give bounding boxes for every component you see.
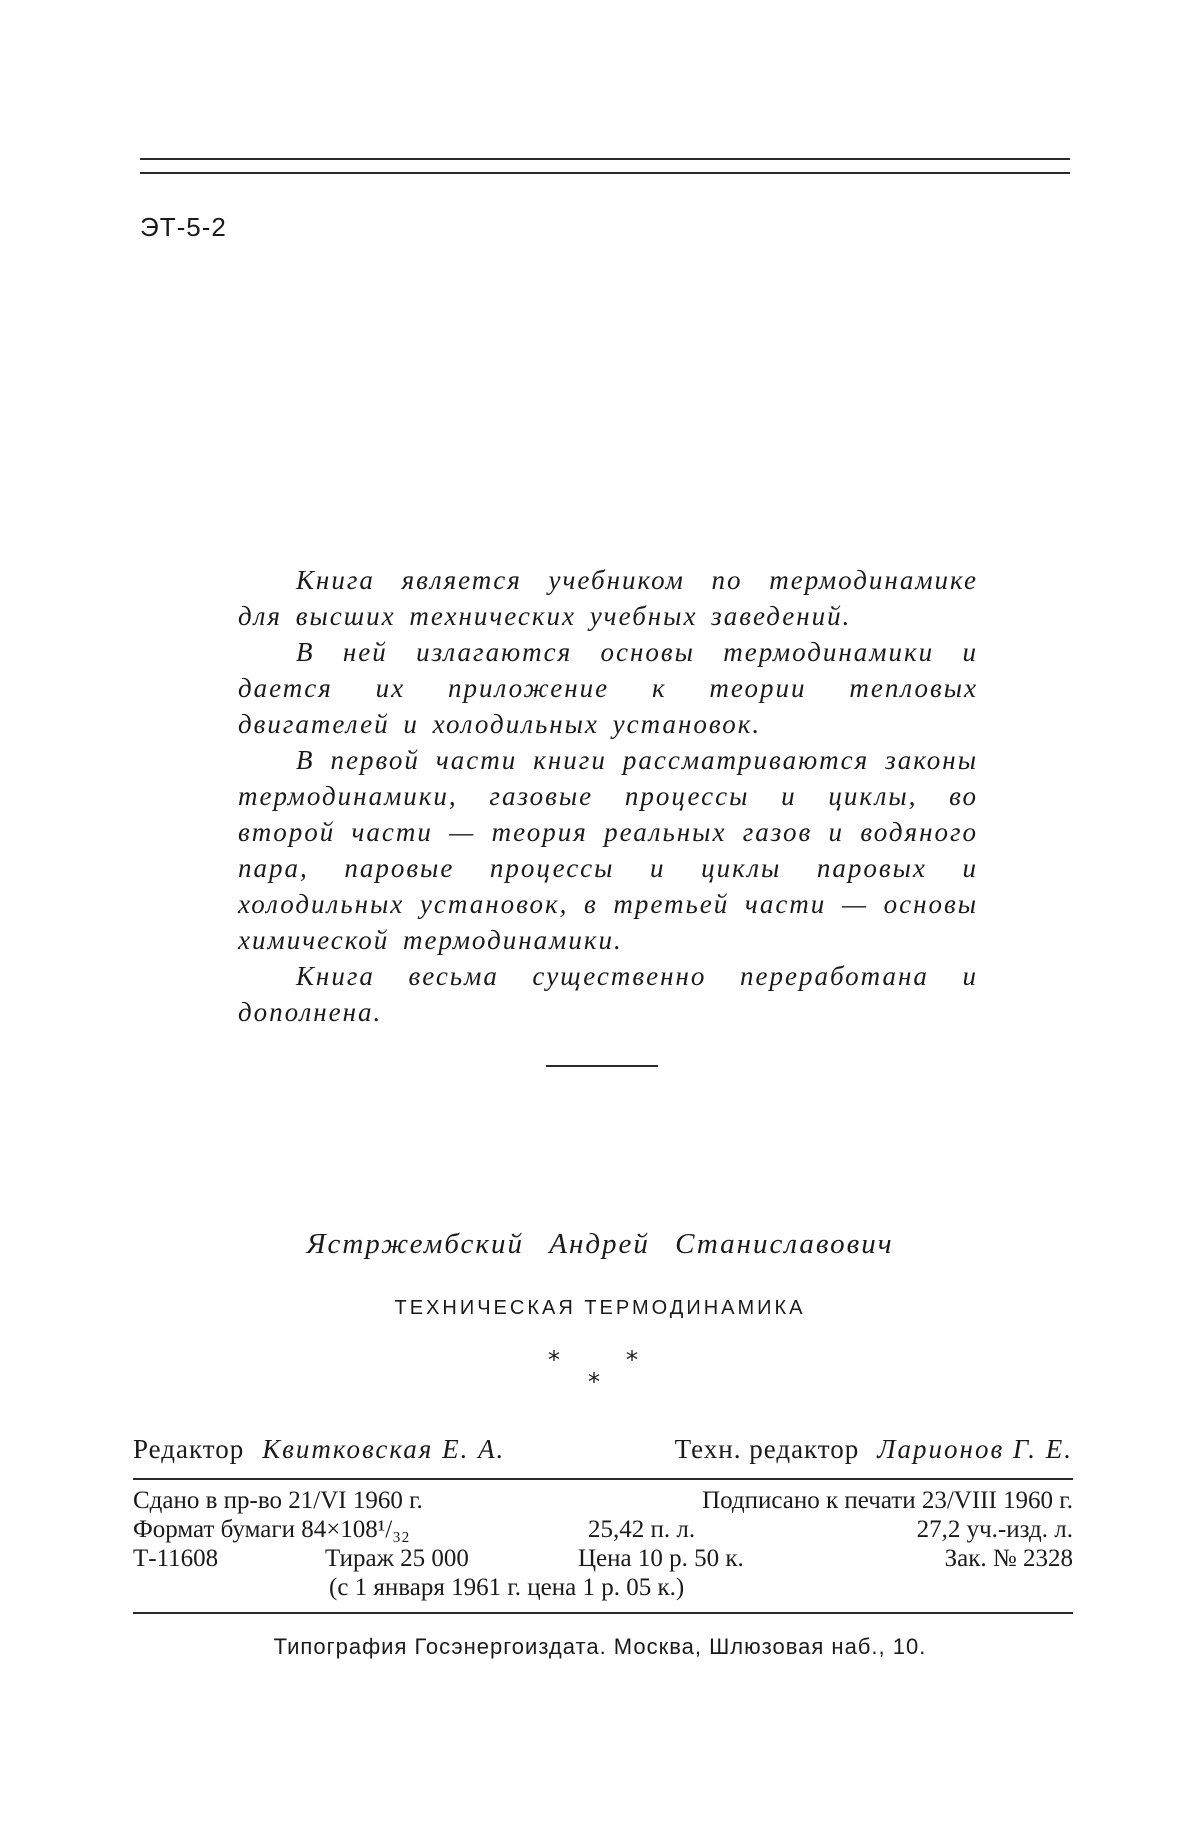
- asterisk: *: [548, 1346, 560, 1374]
- asterism: [548, 1348, 658, 1398]
- tech-editor-name: Ларионов Г. Е.: [877, 1434, 1073, 1464]
- order-number: Зак. № 2328: [944, 1545, 1073, 1572]
- imprint-top-rule: [133, 1478, 1073, 1480]
- asterisk: *: [588, 1368, 600, 1396]
- annotation-paragraph: В первой части книги рассматриваются законы термодинамики, газовые процессы и циклы, во второй части — теория реальных газов и водяного пара, паровые процессы и циклы паровых и холодильных установок, в третьей части — основы химической термодинамики.: [238, 745, 978, 955]
- annotation: [238, 562, 978, 1030]
- imprint-bottom-rule: [133, 1612, 1073, 1614]
- tech-editor-label: Техн. редактор: [674, 1434, 860, 1464]
- printed-sheets: 25,42 п. л.: [588, 1516, 696, 1543]
- printer-info: Типография Госэнергоиздата. Москва, Шлюзовая наб., 10.: [273, 1634, 927, 1659]
- section-divider: [546, 1065, 658, 1067]
- imprint-row: [133, 1486, 1073, 1515]
- author-name: Ястржембский Андрей Станиславович: [306, 1228, 894, 1260]
- new-price: (с 1 января 1961 г. цена 1 р. 05 к.): [329, 1574, 685, 1601]
- editor: [133, 1434, 505, 1465]
- price: Цена 10 р. 50 к.: [578, 1545, 744, 1572]
- signed: Подписано к печати 23/VIII 1960 г.: [702, 1487, 1073, 1514]
- imprint-row: [133, 1544, 1073, 1573]
- submitted: Сдано в пр-во 21/VI 1960 г.: [133, 1487, 423, 1514]
- order-code: Т-11608: [133, 1545, 219, 1572]
- tech-editor: [675, 1434, 1073, 1465]
- asterisk: *: [626, 1346, 638, 1374]
- annotation-paragraph: Книга является учебником по термодинамике для высших технических учебных заведений.: [238, 565, 978, 631]
- imprint-row: [133, 1515, 1073, 1544]
- book-title: ТЕХНИЧЕСКАЯ ТЕРМОДИНАМИКА: [394, 1297, 806, 1319]
- editors-line: [133, 1434, 1073, 1465]
- print-run: Тираж 25 000: [325, 1545, 469, 1572]
- annotation-paragraph: В ней излагаются основы термодинамики и дается их приложение к теории тепловых двигателей и холодильных установок.: [238, 637, 978, 739]
- top-rule-2: [140, 172, 1070, 174]
- imprint: [133, 1486, 1073, 1602]
- publisher-sheets: 27,2 уч.-изд. л.: [916, 1516, 1073, 1543]
- catalog-code: ЭТ-5-2: [140, 212, 227, 242]
- editor-label: Редактор: [133, 1434, 245, 1464]
- annotation-paragraph: Книга весьма существенно переработана и дополнена.: [238, 961, 978, 1027]
- imprint-row: [133, 1573, 1073, 1602]
- editor-name: Квитковская Е. А.: [262, 1434, 506, 1464]
- top-rule-1: [140, 158, 1070, 160]
- paper-format: Формат бумаги 84×108¹/₃₂: [133, 1516, 410, 1543]
